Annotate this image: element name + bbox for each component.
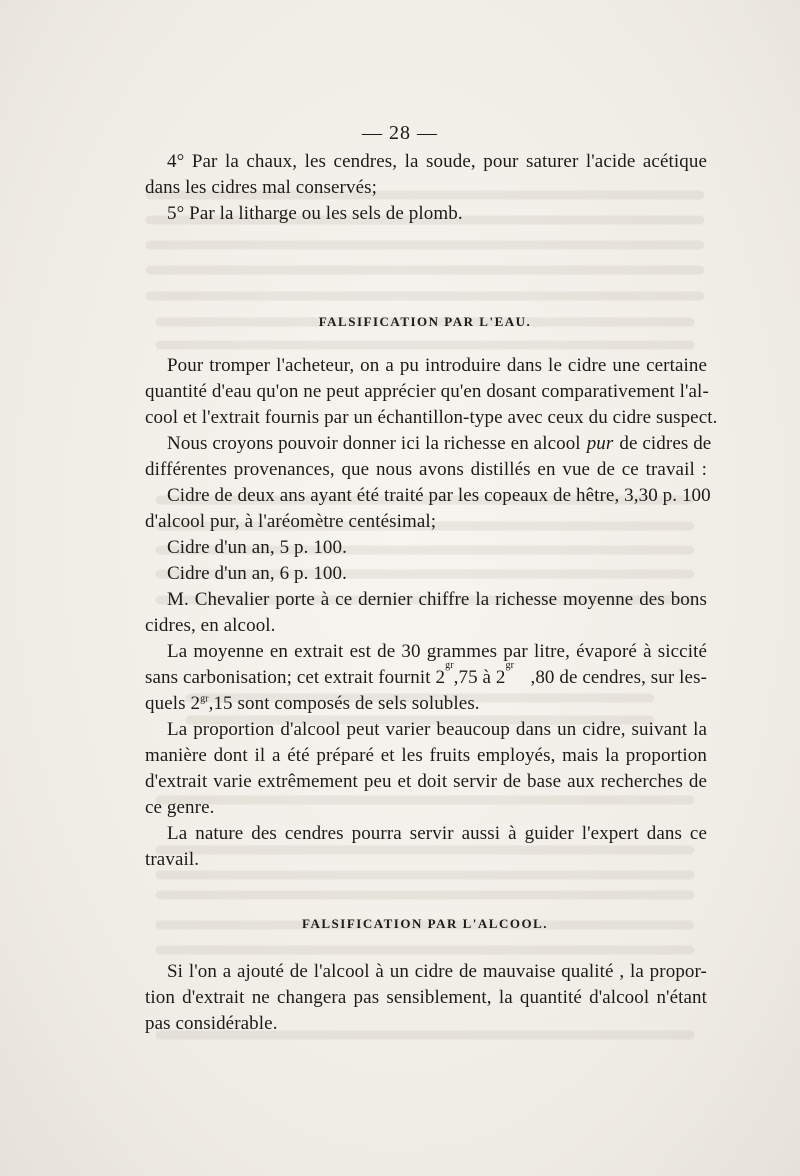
paragraph-line: d'alcool pur, à l'aréomètre centésimal; (145, 511, 437, 532)
paragraph-line: 4° Par la chaux, les cendres, la soude, pour saturer l'acide acétique (167, 151, 707, 172)
paragraph-line (145, 432, 712, 456)
paragraph-line: La proportion d'alcool peut varier beaucoup dans un cidre, suivant la (167, 719, 707, 740)
paragraph-line: quantité d'eau qu'on ne peut apprécier qu'en dosant comparativement l'al- (145, 381, 709, 402)
paragraph-line: tion d'extrait ne changera pas sensiblement, la quantité d'alcool n'étant (145, 987, 707, 1008)
paragraph-line: cool et l'extrait fournis par un échantillon-type avec ceux du cidre suspect. (145, 407, 718, 428)
superscript: gr (505, 660, 515, 671)
paragraph-line: travail. (145, 849, 200, 870)
page-number: — 28 — (362, 122, 438, 144)
paragraph-line: manière dont il a été préparé et les fruits employés, mais la proportion (145, 745, 707, 766)
paragraph-line: différentes provenances, que nous avons distillés en vue de ce travail : (145, 459, 707, 480)
superscript: gr (445, 660, 454, 671)
paragraph-line: Cidre d'un an, 6 p. 100. (167, 563, 347, 584)
paragraph-line: 5° Par la litharge ou les sels de plomb. (167, 203, 463, 224)
section-heading-eau: FALSIFICATION PAR L'EAU. (318, 314, 532, 329)
text-segment: quels 2 (145, 693, 201, 714)
paragraph-line (145, 660, 707, 690)
section-heading-alcool: FALSIFICATION PAR L'ALCOOL. (302, 916, 548, 931)
paragraph-line: cidres, en alcool. (145, 615, 276, 636)
paragraph-line: ce genre. (145, 797, 215, 818)
paragraph-line: d'extrait varie extrêmement peu et doit servir de base aux recherches de (145, 771, 707, 792)
paragraph-line: Si l'on a ajouté de l'alcool à un cidre de mauvaise qualité , la propor- (167, 961, 707, 982)
paragraph-line: La moyenne en extrait est de 30 grammes par litre, évaporé à siccité (167, 641, 707, 662)
text-segment: ,75 à 2 (453, 667, 506, 688)
paragraph-line: La nature des cendres pourra servir aussi à guider l'expert dans ce (167, 823, 707, 844)
paragraph-line: Cidre d'un an, 5 p. 100. (167, 537, 347, 558)
text-segment: de cidres de (619, 433, 712, 454)
paragraph-line: dans les cidres mal conservés; (145, 177, 377, 198)
paragraph-line: Pour tromper l'acheteur, on a pu introduire dans le cidre une certaine (167, 355, 707, 376)
paragraph-line: Cidre de deux ans ayant été traité par les copeaux de hêtre, 3,30 p. 100 (167, 485, 711, 506)
text-segment: Nous croyons pouvoir donner ici la richesse en alcool (167, 433, 581, 454)
superscript: gr (200, 693, 209, 705)
text-segment: ,80 de cendres, sur les- (530, 667, 707, 688)
text-segment: sans carbonisation; cet extrait fournit 2 (145, 667, 446, 688)
paragraph-line (145, 692, 707, 716)
italic-word: pur (586, 433, 614, 454)
paragraph-line: M. Chevalier porte à ce dernier chiffre la richesse moyenne des bons (167, 589, 707, 610)
text-segment: ,15 sont composés de sels solubles. (208, 693, 480, 714)
paragraph-line: pas considérable. (145, 1013, 278, 1034)
